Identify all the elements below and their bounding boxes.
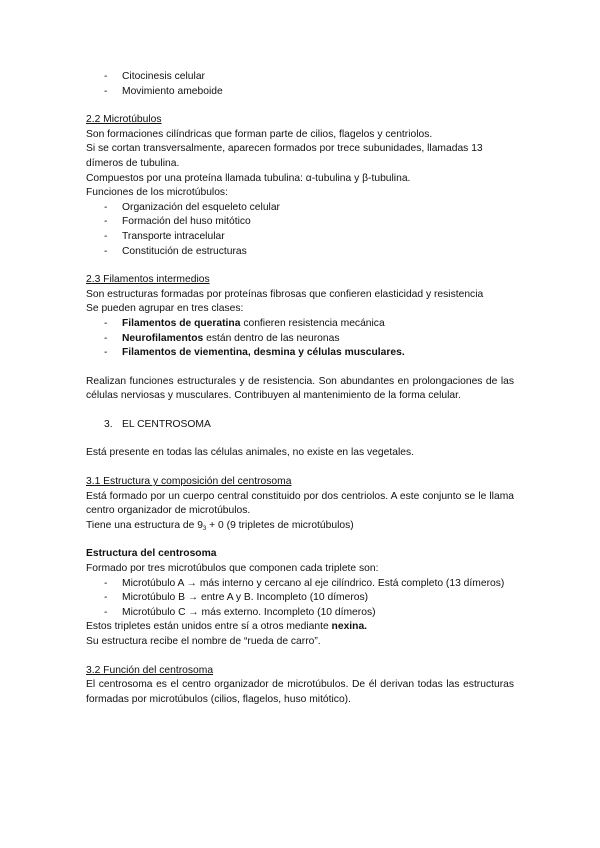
paragraph: Está formado por un cuerpo central constituido por dos centriolos. A este conjunto se le llama centro organizador de microtúbulos.: [86, 490, 514, 517]
section-heading-3-1: 3.1 Estructura y composición del centrosoma: [86, 476, 292, 488]
paragraph: Estos tripletes están unidos entre sí a otros mediante nexina.: [86, 621, 368, 633]
paragraph: Funciones de los microtúbulos:: [86, 187, 228, 199]
list-item: - Filamentos de queratina confieren resistencia mecánica: [104, 317, 385, 329]
paragraph: Está presente en todas las células animales, no existe en las vegetales.: [86, 447, 414, 459]
list-item: - Filamentos de viementina, desmina y células musculares.: [104, 347, 405, 359]
paragraph: Compuestos por una proteína llamada tubulina: α-tubulina y β-tubulina.: [86, 172, 411, 184]
section-heading-2-2: 2.2 Microtúbulos: [86, 114, 162, 126]
document-page: [86, 70, 514, 707]
list-item: - Citocinesis celular: [104, 71, 205, 82]
section-heading-3-2: 3.2 Función del centrosoma: [86, 664, 214, 676]
subheading-estructura: Estructura del centrosoma: [86, 548, 217, 560]
filament-classes-list: [86, 317, 514, 361]
list-item: - Microtúbulo C → más externo. Incompleto (10 dímeros): [104, 606, 376, 618]
list-item: - Microtúbulo A → más interno y cercano al eje cilíndrico. Está completo (13 dímeros): [104, 577, 505, 589]
microtubule-types-list: [86, 577, 514, 621]
paragraph: Formado por tres microtúbulos que componen cada triplete son:: [86, 563, 379, 575]
list-item: - Neurofilamentos están dentro de las neuronas: [104, 332, 340, 344]
paragraph: El centrosoma es el centro organizador de microtúbulos. De él derivan todas las estructuras formadas por microtúbulos (cilios, flagelos, huso mitótico).: [86, 679, 514, 705]
list-item: - Movimiento ameboide: [104, 85, 223, 97]
microtubule-functions-list: [86, 201, 514, 259]
paragraph: Tiene una estructura de $9_3 + 0$ (9 tripletes de microtúbulos): [86, 519, 354, 532]
list-item: - Formación del huso mitótico: [104, 216, 251, 228]
paragraph: Si se cortan transversalmente, aparecen formados por trece subunidades, llamadas 13 dímeros de tubulina.: [86, 143, 483, 169]
paragraph: Son estructuras formadas por proteínas fibrosas que confieren elasticidad y resistencia: [86, 288, 484, 300]
section-heading-3: 3. EL CENTROSOMA: [104, 418, 211, 430]
list-item: - Organización del esqueleto celular: [104, 201, 280, 213]
list-item: - Constitución de estructuras: [104, 245, 247, 257]
list-item: - Microtúbulo B → entre A y B. Incompleto (10 dímeros): [104, 592, 369, 604]
list-item: - Transporte intracelular: [104, 230, 225, 242]
top-list: [86, 70, 514, 99]
section-heading-2-3: 2.3 Filamentos intermedios: [86, 274, 210, 286]
paragraph: Realizan funciones estructurales y de resistencia. Son abundantes en prolongaciones de las células nerviosas y musculares. Contribuyen al mantenimiento de la forma celular.: [86, 375, 514, 402]
paragraph: Son formaciones cilíndricas que forman parte de cilios, flagelos y centriolos.: [86, 128, 433, 140]
paragraph: Su estructura recibe el nombre de “rueda de carro”.: [86, 636, 321, 647]
paragraph: Se pueden agrupar en tres clases:: [86, 303, 244, 315]
